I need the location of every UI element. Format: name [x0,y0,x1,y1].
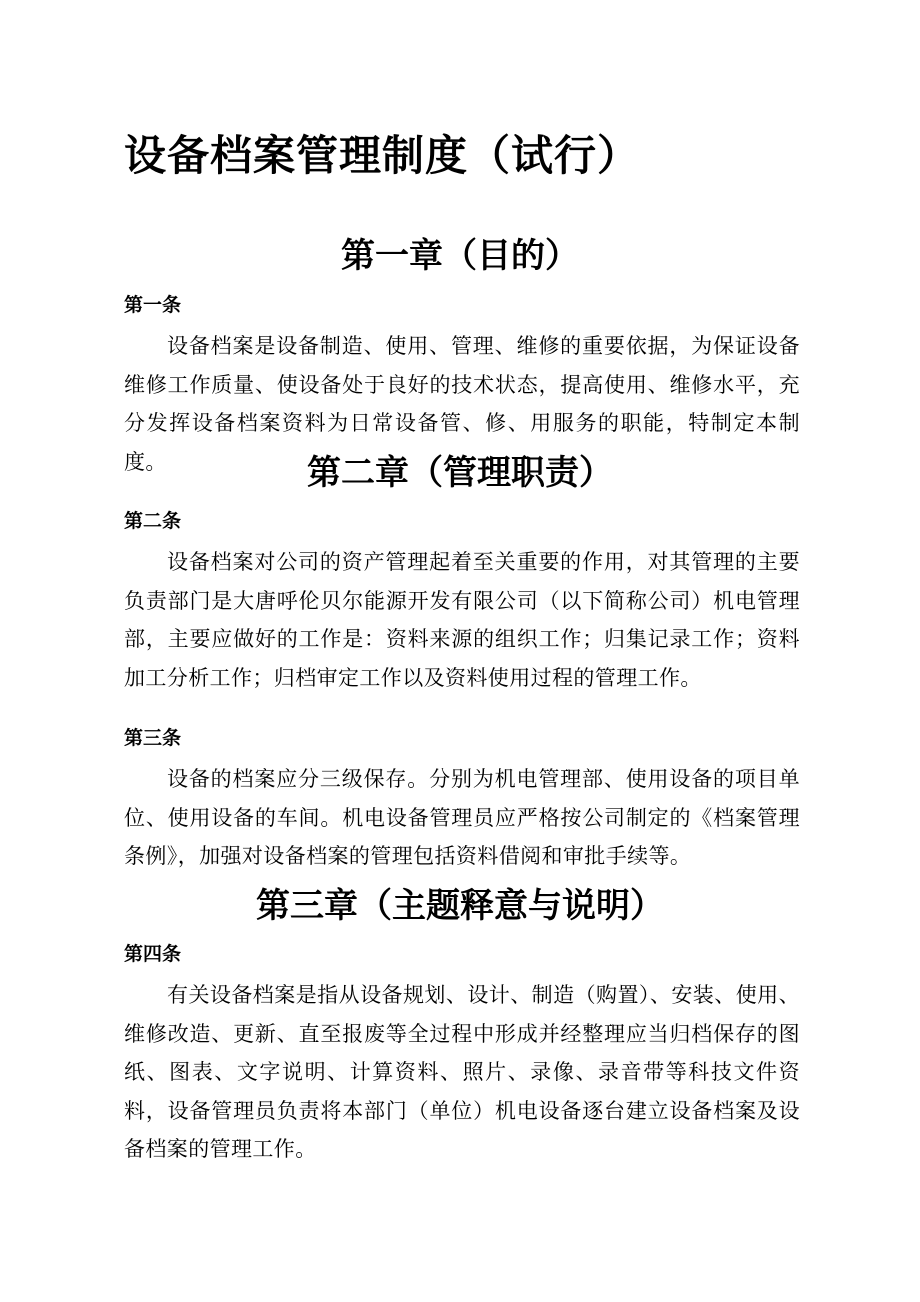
article-4-text: 有关设备档案是指从设备规划、设计、制造（购置）、安装、使用、维修改造、更新、直至报废等全过程中形成并经整理应当归档保存的图纸、图表、文字说明、计算资料、照片、录像、录音带等科技文件资料，设备管理员负责将本部门（单位）机电设备逐台建立设备档案及设备档案的管理工作。 [124,983,800,1161]
article-3-text: 设备的档案应分三级保存。分别为机电管理部、使用设备的项目单位、使用设备的车间。机电设备管理员应严格按公司制定的《档案管理条例》，加强对设备档案的管理包括资料借阅和审批手续等。 [124,767,800,868]
article-4-label: 第四条 [124,943,182,965]
article-2-label: 第二条 [124,510,182,532]
chapter-2-heading: 第二章（管理职责） [307,453,613,493]
document-title: 设备档案管理制度（试行） [124,131,641,180]
article-1-text: 设备档案是设备制造、使用、管理、维修的重要依据，为保证设备维修工作质量、使设备处于良好的技术状态，提高使用、维修水平，充分发挥设备档案资料为日常设备管、修、用服务的职能，特制定本制度。 [124,334,800,474]
chapter-3-heading: 第三章（主题释意与说明） [256,886,664,926]
article-2-text: 设备档案对公司的资产管理起着至关重要的作用，对其管理的主要负责部门是大唐呼伦贝尔能源开发有限公司（以下简称公司）机电管理部，主要应做好的工作是：资料来源的组织工作；归集记录工作；资料加工分析工作；归档审定工作以及资料使用过程的管理工作。 [124,550,800,690]
article-3-label: 第三条 [124,727,182,749]
article-1-label: 第一条 [124,294,182,316]
chapter-1-heading: 第一章（目的） [341,236,579,276]
